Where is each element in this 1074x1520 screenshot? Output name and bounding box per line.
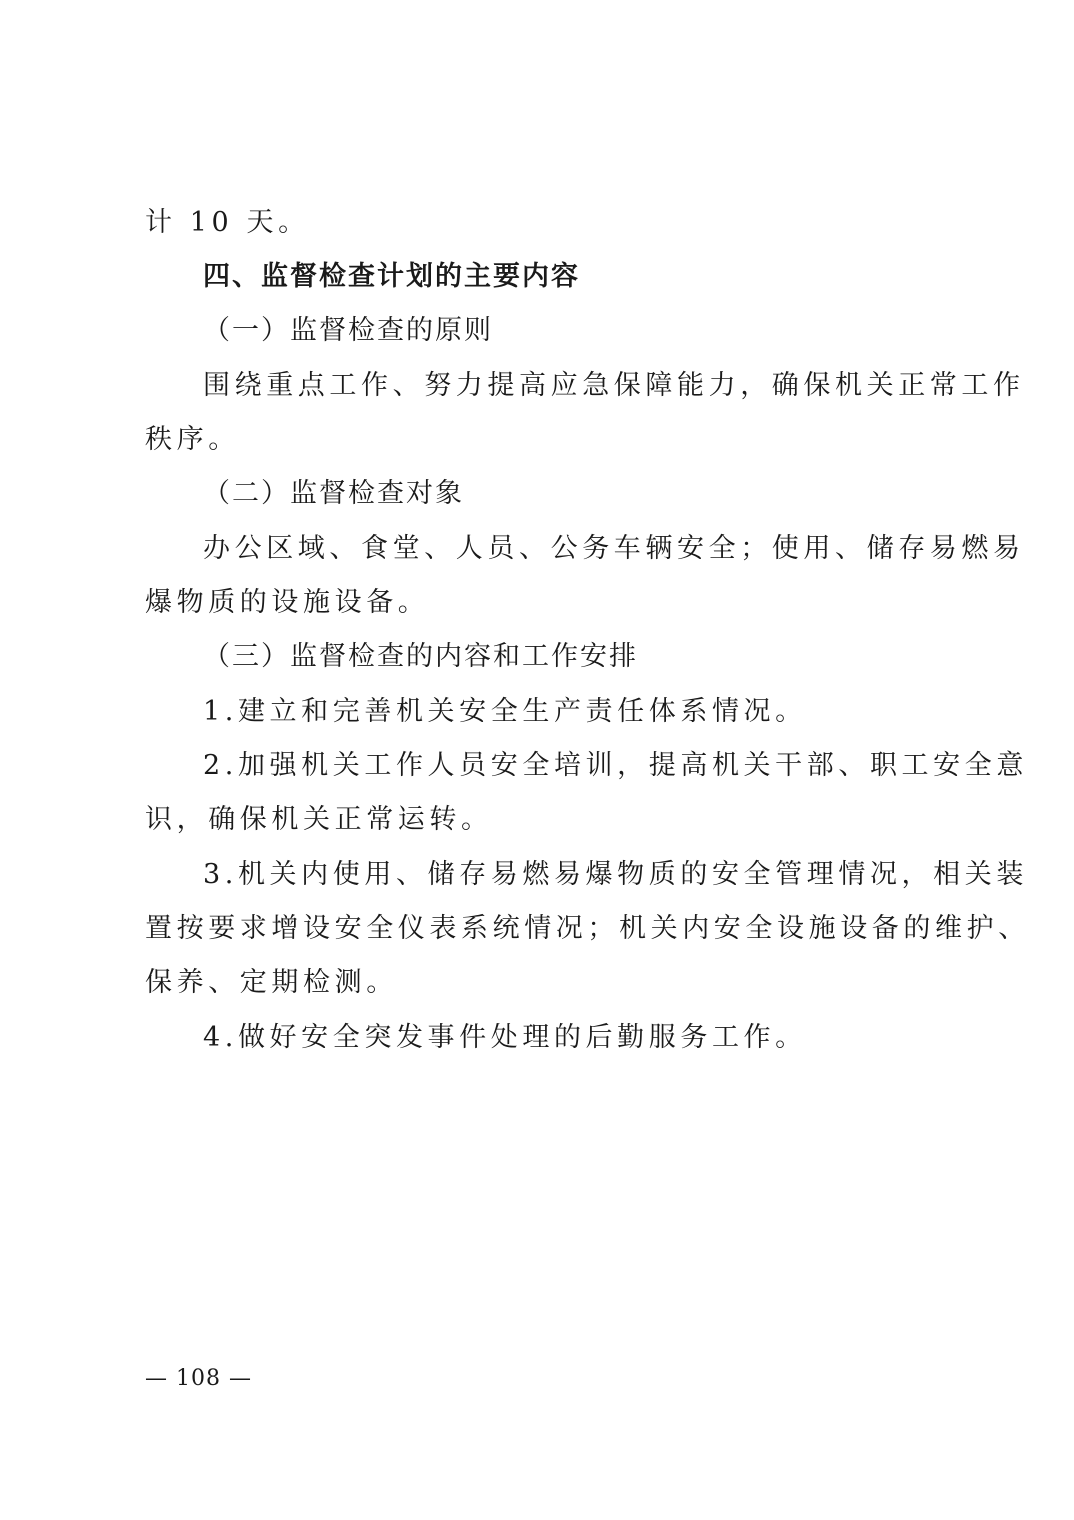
subheading-principles: （一）监督检查的原则: [203, 315, 493, 346]
list-item-2-line-1: 2.加强机关工作人员安全培训，提高机关干部、职工安全意: [203, 750, 1028, 781]
list-item-2-line-2: 识，确保机关正常运转。: [145, 804, 493, 835]
section-heading-4: 四、监督检查计划的主要内容: [203, 261, 580, 292]
list-item-1: 1.建立和完善机关安全生产责任体系情况。: [203, 696, 807, 727]
paragraph-targets-line-2: 爆物质的设施设备。: [145, 587, 430, 618]
subheading-content: （三）监督检查的内容和工作安排: [203, 641, 638, 672]
page-number: — 108 —: [145, 1366, 252, 1391]
paragraph-targets-line-1: 办公区域、食堂、人员、公务车辆安全；使用、储存易燃易: [203, 533, 1025, 564]
list-item-3-line-2: 置按要求增设安全仪表系统情况；机关内安全设施设备的维护、: [145, 913, 1030, 944]
list-item-4: 4.做好安全突发事件处理的后勤服务工作。: [203, 1022, 807, 1053]
paragraph-principles-line-2: 秩序。: [145, 424, 240, 455]
list-item-3-line-1: 3.机关内使用、储存易燃易爆物质的安全管理情况，相关装: [203, 859, 1028, 890]
paragraph-principles-line-1: 围绕重点工作、努力提高应急保障能力，确保机关正常工作: [203, 370, 1025, 401]
paragraph-continuation: 计 10 天。: [145, 207, 310, 238]
list-item-3-line-3: 保养、定期检测。: [145, 967, 398, 998]
subheading-targets: （二）监督检查对象: [203, 478, 464, 509]
